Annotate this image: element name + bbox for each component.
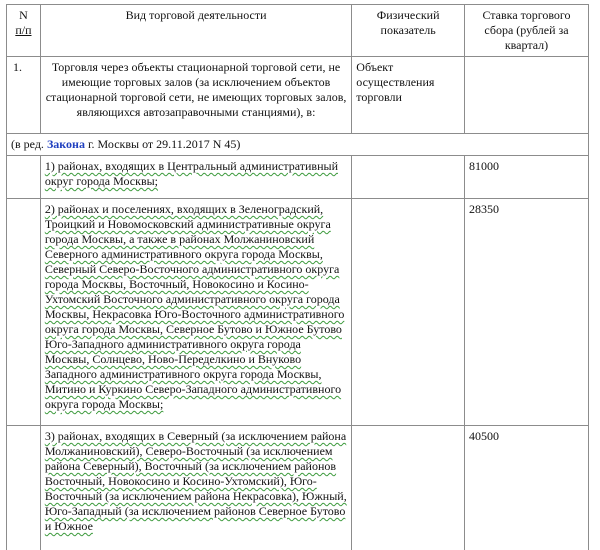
row-physical xyxy=(352,426,465,550)
edition-prefix: (в ред. xyxy=(11,137,44,151)
row-activity xyxy=(40,156,351,199)
edition-note-row xyxy=(7,134,589,156)
row-rate: 40500 xyxy=(465,426,589,550)
table-header-row xyxy=(7,5,589,57)
row-rate xyxy=(465,57,589,134)
row-physical xyxy=(352,199,465,426)
row-physical xyxy=(352,156,465,199)
row-number xyxy=(7,426,41,550)
row-activity-text: 1) районах, входящих в Центральный административный округ города Москвы; xyxy=(44,159,338,188)
header-physical: Физический показатель xyxy=(352,5,465,57)
law-link[interactable]: Закона xyxy=(46,137,85,151)
header-number-label: N xyxy=(19,8,28,22)
row-number xyxy=(7,199,41,426)
row-activity xyxy=(40,426,351,550)
header-number-sub: п/п xyxy=(15,23,32,37)
edition-suffix: г. Москвы от 29.11.2017 N 45) xyxy=(87,137,241,151)
header-number xyxy=(7,5,41,57)
row-activity-text: 2) районах и поселениях, входящих в Зеленоградский, Троицкий и Новомосковский административные округа города Москвы, а также в районах Молжаниновский Северного административного округа города Москвы, Северный Северо-Восточного административного округа города Москвы, Восточный, Новокосино и Косино-Ухтомский Восточного административного округа города Москвы, Некрасовка Юго-Восточного административного округа города Москвы, Северное Бутово и Южное Бутово Юго-Западного административного округа города Москвы, Солнцево, Ново-Переделкино и Внуково Западного административного округа города Москвы, Митино и Куркино Северо-Западного административного округа города Москвы; xyxy=(44,202,345,411)
header-rate: Ставка торгового сбора (рублей за квартал) xyxy=(465,5,589,57)
row-physical: Объект осуществления торговли xyxy=(352,57,465,134)
row-rate: 81000 xyxy=(465,156,589,199)
table-row xyxy=(7,57,589,134)
row-activity xyxy=(40,199,351,426)
row-number: 1. xyxy=(7,57,41,134)
edition-note xyxy=(7,134,589,156)
table-row xyxy=(7,156,589,199)
row-number xyxy=(7,156,41,199)
row-activity-text: 3) районах, входящих в Северный (за исключением района Молжаниновский), Северо-Восточный (за исключением района Северный), Восточный (за исключением районов Восточный, Новокосино и Косино-Ухтомский), Юго-Восточный (за исключением района Некрасовка), Южный, Юго-Западный (за исключением районов Северное Бутово и Южное xyxy=(44,429,347,533)
row-activity: Торговля через объекты стационарной торговой сети, не имеющие торговых залов (за исключением объектов стационарной торговой сети, не имеющих торговых залов, являющихся автозаправочными станциями), в: xyxy=(40,57,351,134)
table-row xyxy=(7,199,589,426)
trade-fee-table xyxy=(6,4,589,550)
table-row xyxy=(7,426,589,550)
header-activity: Вид торговой деятельности xyxy=(40,5,351,57)
row-rate: 28350 xyxy=(465,199,589,426)
